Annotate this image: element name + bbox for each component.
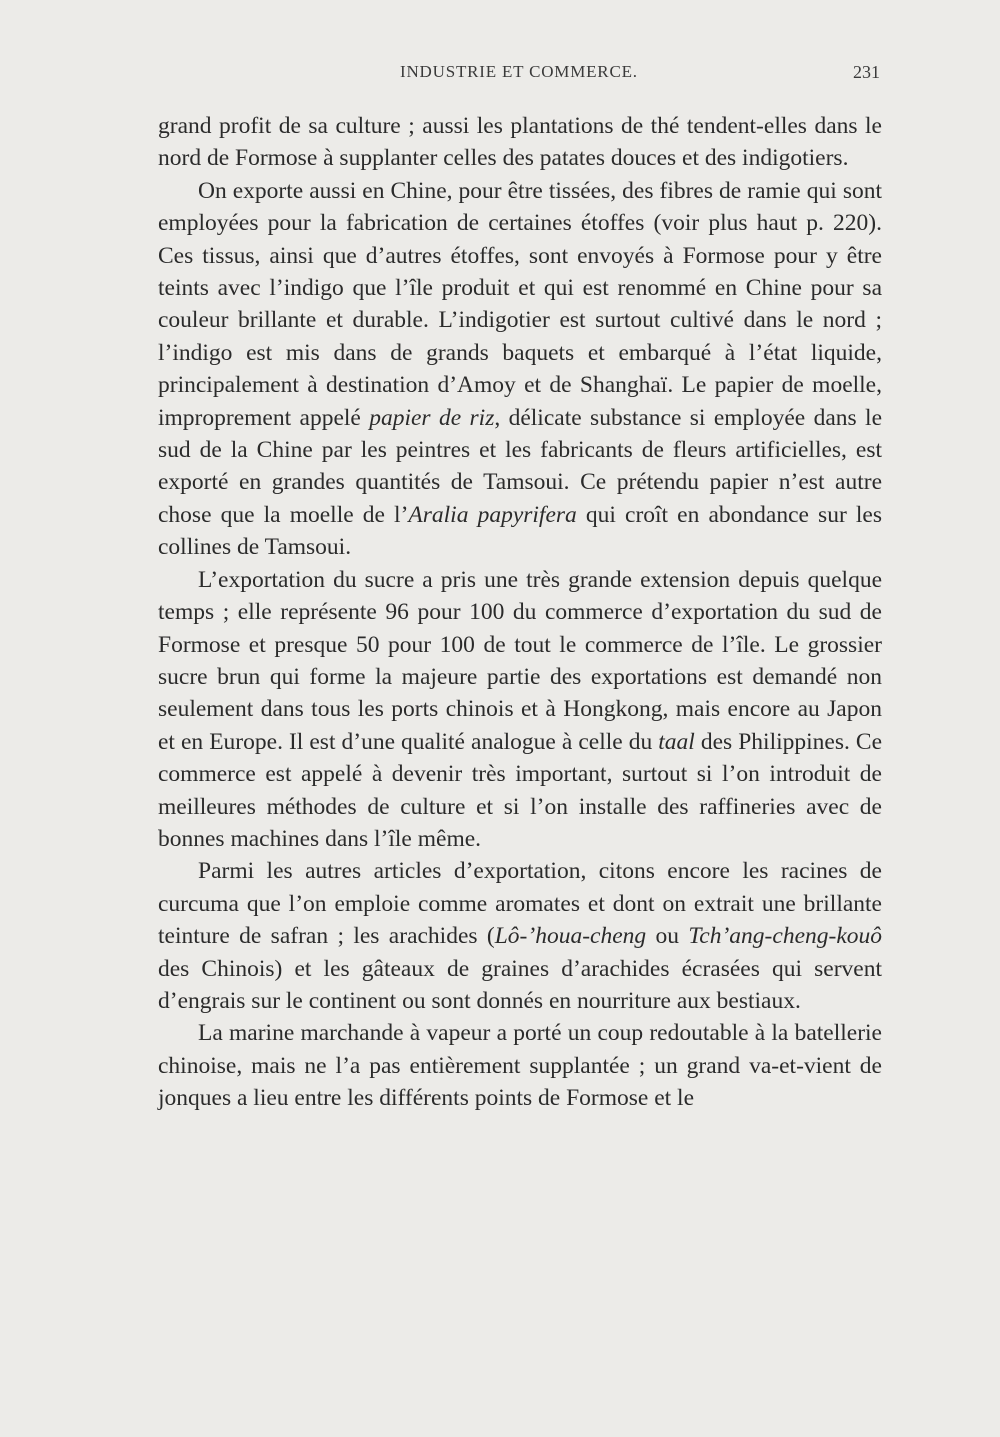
text-segment: L’exportation du sucre a pris une très grande extension depuis quelque temps ; elle représente 96 pour 100 du commerce d’exportation du sud de Formose et presque 50 pour 100 de tout le commerce de l’île. Le grossier sucre brun qui forme la majeure partie des exportations est demandé non seulement dans tous les ports chinois et à Hongkong, mais encore au Japon et en Europe. Il est d’une qualité analogue à celle du bbox=[158, 566, 882, 755]
italic-term: Tch’ang-cheng-kouô bbox=[688, 923, 883, 950]
italic-term: taal bbox=[658, 728, 695, 755]
text-segment: des Chinois) et les gâteaux de graines d’arachides écrasées qui servent d’engrais sur le continent ou sont donnés en nourriture aux bestiaux. bbox=[158, 955, 882, 1014]
italic-term: Aralia papyrifera bbox=[408, 501, 577, 528]
italic-term: papier de riz bbox=[369, 404, 495, 431]
running-title: INDUSTRIE ET COMMERCE. bbox=[400, 62, 638, 81]
text-segment: , délicate substance si employée dans le sud de la Chine par les peintres et les fabricants de fleurs artificielles, est exporté en grandes quantités de Tamsoui. Ce prétendu papier n’est autre chose que la moelle de l’ bbox=[158, 404, 882, 528]
text-segment: Parmi les autres articles d’exportation, citons encore les racines de curcuma que l’on emploie comme aromates et dont on extrait une brillante teinture de safran ; les arachides ( bbox=[158, 858, 882, 950]
running-header bbox=[160, 62, 880, 90]
text-segment: La marine marchande à vapeur a porté un coup redoutable à la batellerie chinoise, mais ne l’a pas entièrement supplantée ; un grand va-et-vient de jonques a lieu entre les différents points de Formose et le bbox=[158, 1020, 882, 1112]
body-text bbox=[158, 110, 882, 1115]
text-segment: On exporte aussi en Chine, pour être tissées, des fibres de ramie qui sont employées pour la fabrication de certaines étoffes (voir plus haut p. 220). Ces tissus, ainsi que d’autres étoffes, sont envoyés à Formose pour y être teints avec l’indigo que l’île produit et qui est renommé en Chine pour sa couleur brillante et durable. L’indigotier est surtout cultivé dans le nord ; l’indigo est mis dans de grands baquets et embarqué à l’état liquide, principalement à destination d’Amoy et de Shanghaï. Le papier de moelle, improprement appelé bbox=[158, 177, 882, 431]
paragraph-5 bbox=[158, 1017, 882, 1114]
paragraph-2 bbox=[158, 175, 882, 564]
italic-term: Lô-’houa-cheng bbox=[494, 923, 647, 950]
text-segment: des Philippines. Ce commerce est appelé à devenir très important, surtout si l’on introduit de meilleures méthodes de culture et si l’on installe des raffineries avec de bonnes machines dans l’île même. bbox=[158, 728, 882, 852]
paragraph-3 bbox=[158, 564, 882, 856]
text-segment: ou bbox=[646, 923, 689, 950]
text-segment: qui croît en abondance sur les collines de Tamsoui. bbox=[158, 501, 882, 561]
paragraph-1 bbox=[158, 110, 882, 175]
text-segment: grand profit de sa culture ; aussi les plantations de thé tendent-elles dans le nord de Formose à supplanter celles des patates douces et des indigotiers. bbox=[158, 113, 882, 172]
page-number: 231 bbox=[853, 62, 880, 82]
paragraph-4 bbox=[158, 855, 882, 1017]
